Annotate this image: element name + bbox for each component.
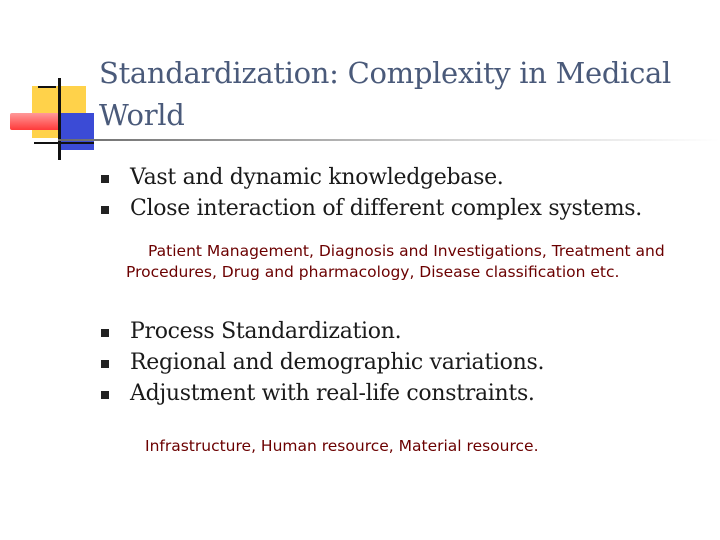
square-bullet-icon <box>101 329 109 337</box>
square-bullet-icon <box>101 175 109 183</box>
square-bullet-icon <box>101 391 109 399</box>
bullet-text: Process Standardization. <box>130 319 402 344</box>
bullet-text: Close interaction of different complex systems. <box>130 196 642 221</box>
bullet-list-1 <box>100 162 642 224</box>
square-bullet-icon <box>101 206 109 214</box>
bullet-item <box>100 316 544 347</box>
square-bullet-icon <box>101 360 109 368</box>
logo-top-line <box>38 86 56 88</box>
logo-red-bar <box>10 113 60 130</box>
bullet-item <box>100 162 642 193</box>
bullet-item <box>100 347 544 378</box>
sub-note: Patient Management, Diagnosis and Investigations, Treatment and Procedures, Drug and pharmacology, Disease classification etc. <box>126 242 665 281</box>
logo-bottom-line <box>34 142 94 144</box>
sub-note: Infrastructure, Human resource, Material resource. <box>145 437 539 455</box>
title-divider <box>58 139 720 141</box>
bullet-item <box>100 378 544 409</box>
logo-blue-square <box>58 113 94 150</box>
bullet-text: Adjustment with real-life constraints. <box>130 381 535 406</box>
bullet-list-2 <box>100 316 544 409</box>
bullet-text: Regional and demographic variations. <box>130 350 545 375</box>
bullet-text: Vast and dynamic knowledgebase. <box>130 165 504 190</box>
bullet-item <box>100 193 642 224</box>
logo-vertical-line <box>58 78 61 160</box>
slide-title: Standardization: Complexity in Medical World <box>99 56 671 132</box>
